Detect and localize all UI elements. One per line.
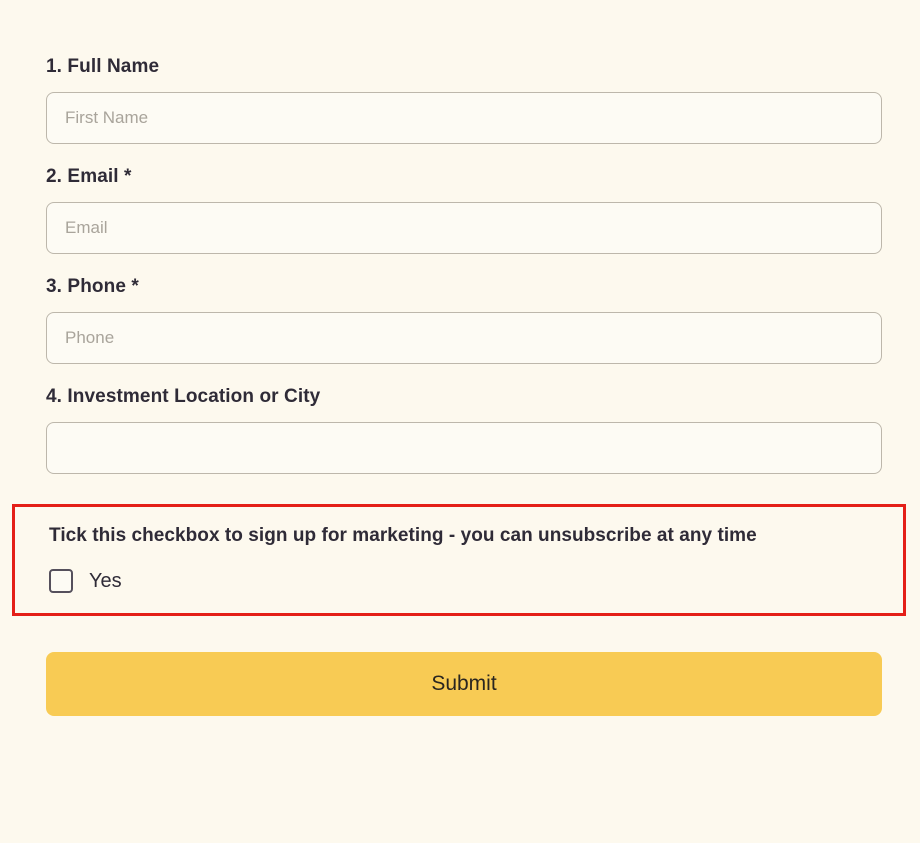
submit-button[interactable]: Submit — [46, 652, 882, 716]
field-email — [0, 166, 920, 254]
investment-location-input[interactable] — [46, 422, 882, 474]
phone-input[interactable] — [46, 312, 882, 364]
marketing-optin-row[interactable] — [49, 569, 869, 593]
full-name-input[interactable] — [46, 92, 882, 144]
email-input[interactable] — [46, 202, 882, 254]
field-label-full-name: 1. Full Name — [46, 56, 160, 77]
field-phone — [0, 276, 920, 364]
submit-row — [0, 652, 920, 716]
marketing-checkbox-label[interactable]: Yes — [89, 569, 122, 592]
field-full-name — [0, 56, 920, 144]
field-label-investment-location: 4. Investment Location or City — [46, 386, 321, 407]
marketing-optin-section — [12, 504, 906, 616]
field-investment-location — [0, 386, 920, 474]
field-label-phone: 3. Phone * — [46, 276, 139, 297]
marketing-optin-title: Tick this checkbox to sign up for marketing - you can unsubscribe at any time — [49, 525, 757, 546]
marketing-checkbox[interactable] — [49, 569, 73, 593]
field-label-email: 2. Email * — [46, 166, 132, 187]
